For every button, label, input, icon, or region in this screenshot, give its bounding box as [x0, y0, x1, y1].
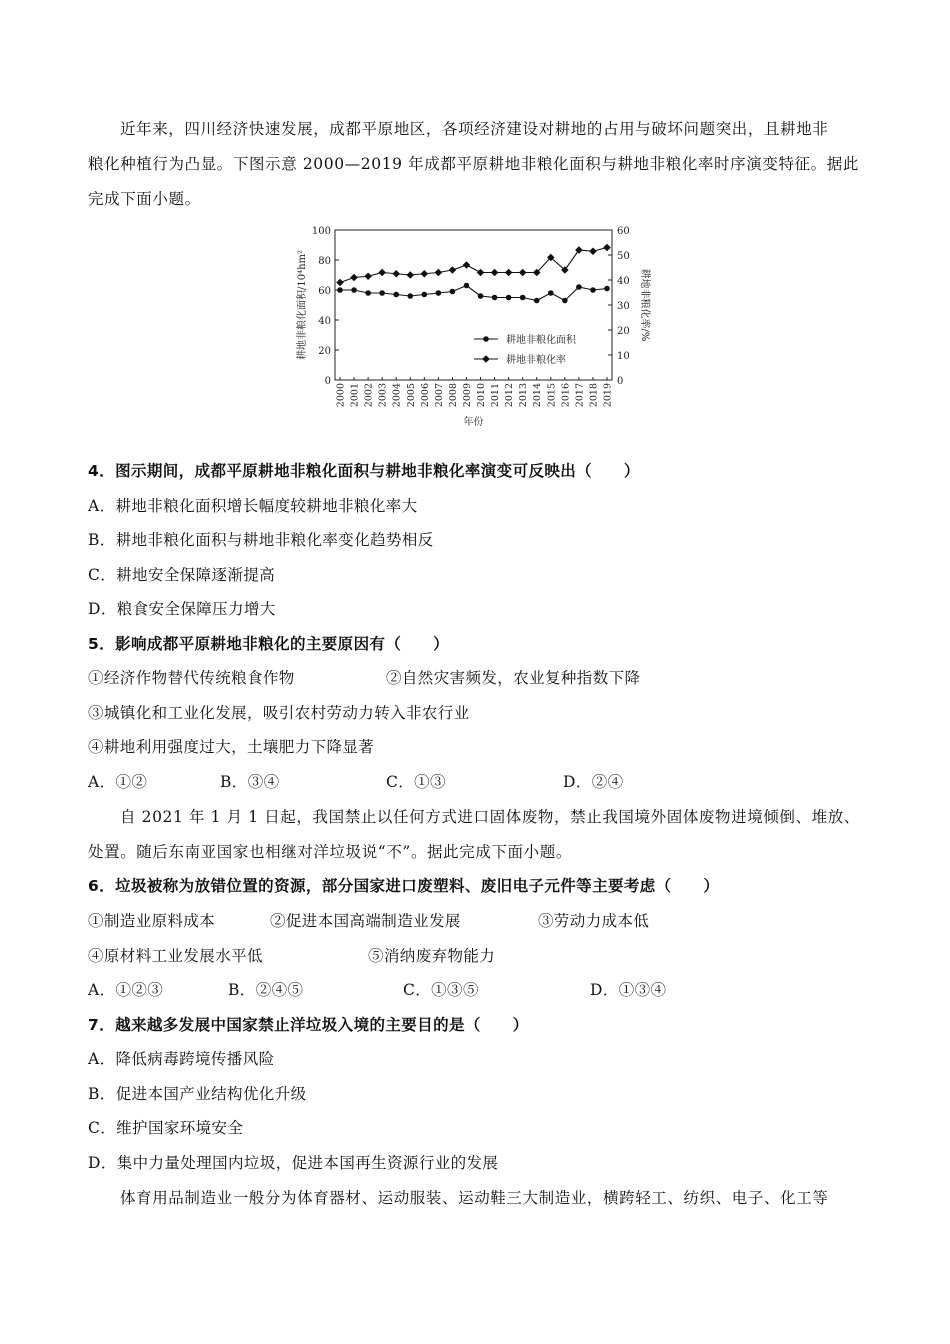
question-6-option-d: D．①③④: [590, 981, 667, 999]
question-7-option-b: B．促进本国产业结构优化升级: [88, 1085, 307, 1103]
x-axis-tick-label: 2003: [377, 383, 389, 408]
series-point-area: [478, 293, 484, 299]
series-point-rate: [421, 270, 429, 278]
intro-paragraph-2-line-2: 处置。随后东南亚国家也相继对洋垃圾说“不”。据此完成下面小题。: [88, 843, 572, 861]
question-5-stem: 5．影响成都平原耕地非粮化的主要原因有（ ）: [88, 635, 449, 653]
question-7-option-d: D．集中力量处理国内垃圾，促进本国再生资源行业的发展: [88, 1154, 499, 1172]
question-4-stem: 4．图示期间，成都平原耕地非粮化面积与耕地非粮化率演变可反映出（ ）: [88, 462, 640, 480]
series-point-rate: [519, 269, 527, 277]
question-6-statement-5: ⑤消纳废弃物能力: [368, 947, 496, 965]
series-point-area: [464, 283, 470, 289]
series-point-area: [604, 286, 610, 292]
question-7-option-a: A．降低病毒跨境传播风险: [88, 1050, 275, 1068]
legend-marker-diamond: [482, 355, 490, 363]
series-point-rate: [336, 279, 344, 287]
plot-frame: [335, 230, 612, 380]
question-6-stem: 6．垃圾被称为放错位置的资源，部分国家进口废塑料、废旧电子元件等主要考虑（ ）: [88, 877, 720, 895]
right-axis-tick-label: 40: [617, 276, 630, 287]
left-axis-tick-label: 40: [318, 316, 331, 327]
right-axis-tick-label: 50: [617, 251, 630, 262]
legend-label: 耕地非粮化面积: [506, 335, 576, 346]
x-axis-tick-label: 2005: [405, 383, 417, 408]
question-5-statement-2: ②自然灾害频发，农业复种指数下降: [386, 669, 641, 687]
right-y-axis-label: 耕地非粮化率/%: [639, 268, 650, 342]
series-point-area: [492, 295, 498, 301]
question-6-option-a: A．①②③: [88, 981, 164, 999]
series-point-rate: [603, 244, 611, 252]
legend-marker-circle: [483, 336, 489, 342]
x-axis-tick-label: 2016: [560, 383, 572, 408]
series-point-area: [576, 284, 582, 290]
x-axis-tick-label: 2015: [546, 383, 558, 408]
x-axis-tick-label: 2004: [391, 383, 403, 408]
series-point-area: [590, 287, 596, 293]
question-4-option-c: C．耕地安全保障逐渐提高: [88, 566, 276, 584]
series-line-2: [340, 248, 607, 283]
x-axis-tick-label: 2019: [602, 383, 614, 408]
x-axis-tick-label: 2001: [349, 383, 361, 408]
question-5-option-b: B．③④: [220, 773, 280, 791]
series-point-rate: [392, 270, 400, 278]
right-axis-tick-label: 60: [617, 226, 630, 237]
left-y-axis-label: 耕地非粮化面积/10⁴hm²: [297, 249, 308, 361]
series-point-area: [436, 290, 442, 296]
series-point-area: [520, 295, 526, 301]
question-7-option-c: C．维护国家环境安全: [88, 1119, 244, 1137]
series-point-rate: [378, 269, 386, 277]
x-axis-tick-label: 2018: [588, 383, 600, 408]
question-5-option-a: A．①②: [88, 773, 148, 791]
question-5-option-c: C．①③: [386, 773, 446, 791]
series-point-area: [393, 292, 399, 298]
x-axis-tick-label: 2006: [419, 383, 431, 408]
question-6-statement-2: ②促进本国高端制造业发展: [270, 912, 461, 930]
x-axis-tick-label: 2008: [447, 383, 459, 408]
series-point-area: [548, 290, 554, 296]
series-point-rate: [463, 261, 471, 269]
left-axis-tick-label: 60: [318, 286, 331, 297]
right-axis-tick-label: 30: [617, 301, 630, 312]
question-6-statement-4: ④原材料工业发展水平低: [88, 947, 263, 965]
line-chart: [290, 222, 660, 432]
series-point-rate: [350, 274, 358, 282]
left-axis-tick-label: 80: [318, 256, 331, 267]
intro-paragraph-1-line-2: 粮化种植行为凸显。下图示意 2000—2019 年成都平原耕地非粮化面积与耕地非粮化率时序演变特征。据此: [88, 155, 859, 173]
legend-label: 耕地非粮化率: [506, 355, 566, 366]
question-4-option-d: D．粮食安全保障压力增大: [88, 600, 276, 618]
x-axis-tick-label: 2009: [461, 383, 473, 408]
series-point-rate: [477, 269, 485, 277]
series-point-area: [351, 287, 357, 293]
question-5-statement-4: ④耕地利用强度过大，土壤肥力下降显著: [88, 738, 375, 756]
series-point-rate: [364, 272, 372, 280]
x-axis-tick-label: 2013: [518, 383, 530, 408]
x-axis-tick-label: 2012: [504, 383, 516, 408]
x-axis-tick-label: 2000: [335, 383, 347, 408]
question-5-statement-1: ①经济作物替代传统粮食作物: [88, 669, 295, 687]
series-point-area: [337, 287, 343, 293]
series-point-rate: [406, 271, 414, 279]
right-axis-tick-label: 20: [617, 326, 630, 337]
series-point-area: [562, 298, 568, 304]
x-axis-tick-label: 2007: [433, 383, 445, 408]
question-6-option-c: C．①③⑤: [403, 981, 479, 999]
question-6-statement-1: ①制造业原料成本: [88, 912, 216, 930]
x-axis-tick-label: 2014: [532, 383, 544, 408]
x-axis-tick-label: 2002: [363, 383, 375, 408]
series-point-area: [506, 295, 512, 301]
series-point-rate: [449, 266, 457, 274]
question-5-statement-3: ③城镇化和工业化发展，吸引农村劳动力转入非农行业: [88, 704, 470, 722]
x-axis-tick-label: 2010: [476, 383, 488, 408]
series-point-area: [422, 292, 428, 298]
series-point-rate: [575, 246, 583, 254]
right-axis-tick-label: 0: [617, 376, 624, 387]
question-6-statement-3: ③劳动力成本低: [538, 912, 650, 930]
left-axis-tick-label: 0: [324, 376, 331, 387]
series-point-rate: [435, 269, 443, 277]
series-point-rate: [505, 269, 513, 277]
intro-paragraph-3-line-1: 体育用品制造业一般分为体育器材、运动服装、运动鞋三大制造业，横跨轻工、纺织、电子、化工等: [120, 1189, 829, 1207]
x-axis-tick-label: 2017: [574, 383, 586, 408]
left-axis-tick-label: 100: [311, 226, 331, 237]
question-4-option-a: A．耕地非粮化面积增长幅度较耕地非粮化率大: [88, 497, 418, 515]
series-point-area: [534, 298, 540, 304]
series-point-area: [365, 290, 371, 296]
series-point-rate: [491, 269, 499, 277]
series-point-area: [450, 289, 456, 295]
series-point-area: [407, 293, 413, 299]
intro-paragraph-2-line-1: 自 2021 年 1 月 1 日起，我国禁止以任何方式进口固体废物，禁止我国境外固体废物进境倾倒、堆放、: [120, 808, 860, 826]
question-5-option-d: D．②④: [563, 773, 624, 791]
series-point-area: [379, 290, 385, 296]
question-7-stem: 7．越来越多发展中国家禁止洋垃圾入境的主要目的是（ ）: [88, 1016, 529, 1034]
question-4-option-b: B．耕地非粮化面积与耕地非粮化率变化趋势相反: [88, 531, 434, 549]
right-axis-tick-label: 10: [617, 351, 630, 362]
question-6-option-b: B．②④⑤: [228, 981, 304, 999]
x-axis-label: 年份: [463, 417, 484, 428]
left-axis-tick-label: 20: [318, 346, 331, 357]
x-axis-tick-label: 2011: [490, 383, 502, 408]
intro-paragraph-1-line-3: 完成下面小题。: [88, 190, 201, 208]
series-point-rate: [589, 247, 597, 255]
intro-paragraph-1-line-1: 近年来，四川经济快速发展，成都平原地区，各项经济建设对耕地的占用与破坏问题突出，且耕地非: [120, 120, 829, 138]
